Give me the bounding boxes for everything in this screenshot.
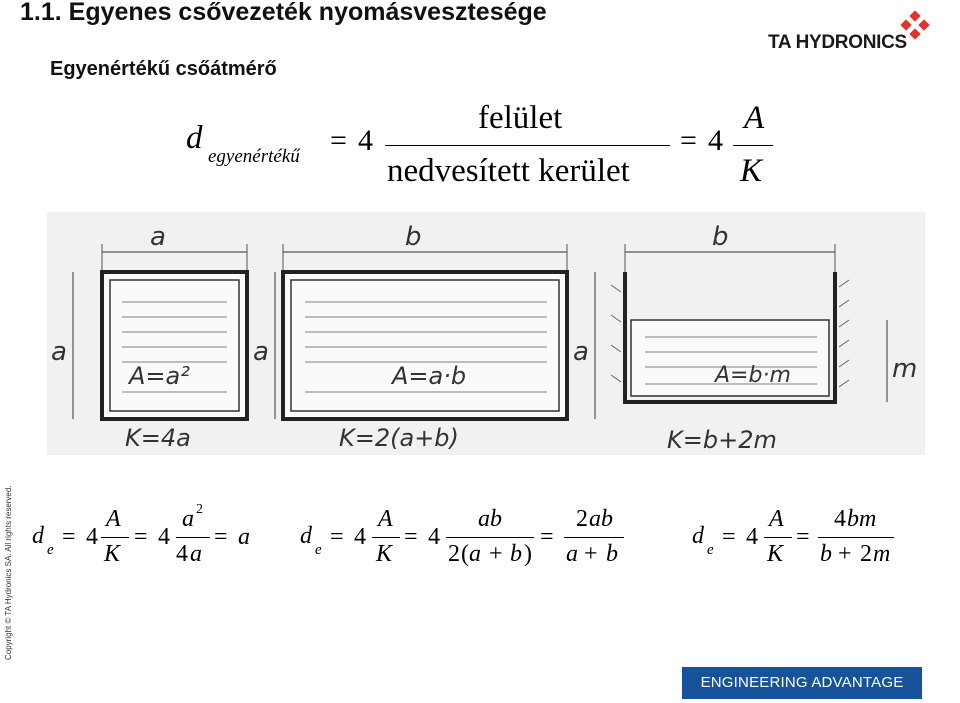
panel-square xyxy=(51,222,247,452)
copyright-notice: Copyright © TA Hydronics SA. All rights reserved. xyxy=(4,485,13,660)
f2-bar1 xyxy=(372,537,400,538)
panel1-area: A=a² xyxy=(129,362,190,390)
f2-den2-b: b xyxy=(606,541,618,567)
f2-den-rparen: ) xyxy=(524,541,532,567)
panel2-side-label: a xyxy=(253,337,269,367)
panel2-area: A=a·b xyxy=(392,362,467,390)
f2-den-two: 2 xyxy=(448,541,460,567)
f2-ab-num: ab xyxy=(478,506,502,532)
f3-num-four: 4 xyxy=(834,506,846,532)
f1-a-num: a xyxy=(182,506,194,532)
f1-A: A xyxy=(106,506,121,532)
f1-den-four: 4 xyxy=(176,541,188,567)
f1-result: a xyxy=(238,524,250,550)
f2-den-a: a xyxy=(469,541,481,567)
cross-section-drawing xyxy=(47,212,925,455)
eq-d-subscript: egyenértékű xyxy=(208,146,300,167)
f2-d: d xyxy=(300,523,312,549)
panel3-depth-label: m xyxy=(892,354,918,384)
f3-four1: 4 xyxy=(746,524,758,550)
slide-title: 1.1. Egyenes csővezeték nyomásvesztesége xyxy=(20,0,547,26)
cross-section-figure xyxy=(47,212,925,455)
f2-eq3: = xyxy=(540,524,554,550)
f1-sub-e: e xyxy=(47,542,54,558)
f3-eq2: = xyxy=(796,524,810,550)
panel1-side-label: a xyxy=(51,337,67,367)
f3-den-two: 2 xyxy=(860,541,872,567)
f2-four2: 4 xyxy=(428,524,440,550)
main-equation xyxy=(0,0,960,200)
f2-num2-ab: ab xyxy=(589,506,613,532)
f2-bar3 xyxy=(564,537,624,538)
eq-d: d xyxy=(186,120,203,156)
eq-equals-1: = xyxy=(330,124,347,157)
f3-K: K xyxy=(767,541,784,567)
f1-d: d xyxy=(32,523,44,549)
f3-sub-e: e xyxy=(707,542,714,558)
f3-den-m: m xyxy=(873,541,891,567)
f1-K: K xyxy=(104,541,121,567)
f3-num-bm: bm xyxy=(847,506,877,532)
f1-bar2 xyxy=(176,537,210,538)
f2-K: K xyxy=(376,541,393,567)
eq-numerator: felület xyxy=(478,100,563,136)
f3-bar1 xyxy=(764,537,792,538)
panel-open-channel xyxy=(573,222,917,454)
f1-eq1: = xyxy=(62,524,76,550)
f3-den-b: b xyxy=(820,541,832,567)
panel1-top-label: a xyxy=(150,222,166,252)
f1-eq2: = xyxy=(134,524,148,550)
f2-den-plus: + xyxy=(489,541,503,567)
panel3-top-label: b xyxy=(712,222,729,252)
eq-denominator: nedvesített kerület xyxy=(387,153,630,189)
f3-d: d xyxy=(692,523,704,549)
f2-sub-e: e xyxy=(315,542,322,558)
f1-four1: 4 xyxy=(86,524,98,550)
panel2-top-label: b xyxy=(405,222,422,252)
eq-fraction-bar-1 xyxy=(385,145,670,146)
eq-K: K xyxy=(740,153,763,189)
eq-fraction-bar-2 xyxy=(733,145,773,146)
eq-A: A xyxy=(744,100,765,136)
panel-rectangle xyxy=(253,222,567,452)
eq-four-2: 4 xyxy=(708,124,723,157)
f1-bar1 xyxy=(101,537,129,538)
f3-den-plus: + xyxy=(838,541,852,567)
f1-sq: 2 xyxy=(196,502,203,517)
logo-text: TA HYDRONICS xyxy=(768,32,907,53)
f2-four1: 4 xyxy=(354,524,366,550)
panel1-perimeter: K=4a xyxy=(125,424,191,452)
f2-eq1: = xyxy=(330,524,344,550)
slide-subtitle: Egyenértékű csőátmérő xyxy=(50,58,277,80)
eq-four-1: 4 xyxy=(358,124,373,157)
f1-eq3: = xyxy=(214,524,228,550)
f2-A: A xyxy=(378,506,393,532)
f2-den2-plus: + xyxy=(584,541,598,567)
f1-four2: 4 xyxy=(158,524,170,550)
f3-eq1: = xyxy=(722,524,736,550)
eq-equals-2: = xyxy=(680,124,697,157)
f2-den-b: b xyxy=(510,541,522,567)
footer-banner: ENGINEERING ADVANTAGE xyxy=(682,667,922,699)
f3-A: A xyxy=(769,506,784,532)
panel3-perimeter: K=b+2m xyxy=(667,426,777,454)
f2-den-lparen: ( xyxy=(461,541,469,567)
f2-num2-two: 2 xyxy=(576,506,588,532)
f2-den2-a: a xyxy=(566,541,578,567)
bottom-formulas xyxy=(0,490,960,590)
panel2-perimeter: K=2(a+b) xyxy=(339,424,459,452)
f1-den-a: a xyxy=(190,541,202,567)
panel3-area: A=b·m xyxy=(715,363,791,388)
f2-bar2 xyxy=(446,537,534,538)
panel3-side-label: a xyxy=(573,337,589,367)
f2-eq2: = xyxy=(404,524,418,550)
f3-bar2 xyxy=(818,537,894,538)
